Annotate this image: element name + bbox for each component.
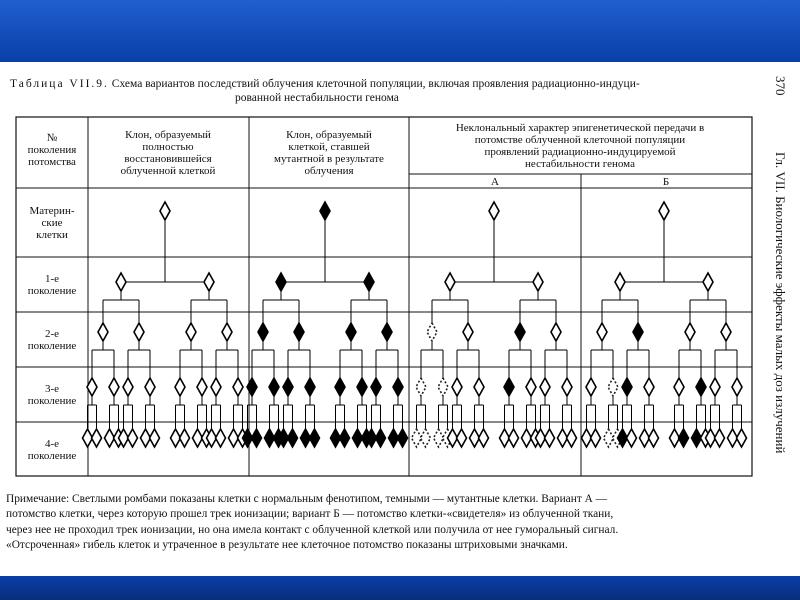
- header-clone-mutant: мутантной в результате: [274, 153, 384, 165]
- normal-cell-icon: [715, 429, 725, 447]
- normal-cell-icon: [186, 323, 196, 341]
- mutant-cell-icon: [276, 273, 286, 291]
- lineage-trees: [83, 202, 747, 447]
- note-line-4: «Отсроченная» гибель клеток и утраченное в результате нее клеточное потомство показаны штриховыми значками.: [6, 539, 568, 552]
- row-label: 1-е: [44, 273, 60, 285]
- mutant-cell-icon: [382, 323, 392, 341]
- mutant-cell-icon: [310, 429, 320, 447]
- normal-cell-icon: [540, 378, 550, 396]
- mutant-cell-icon: [283, 378, 293, 396]
- mutant-cell-icon: [320, 202, 330, 220]
- mutant-cell-icon: [633, 323, 643, 341]
- row-label: поколение: [27, 285, 77, 297]
- normal-cell-icon: [128, 429, 138, 447]
- normal-cell-icon: [562, 378, 572, 396]
- mutant-cell-icon: [622, 378, 632, 396]
- mutant-cell-icon: [364, 273, 374, 291]
- normal-cell-icon: [591, 429, 601, 447]
- mutant-cell-icon: [371, 378, 381, 396]
- normal-cell-icon: [211, 378, 221, 396]
- normal-cell-icon: [674, 378, 684, 396]
- header-clone-restored: полностью: [142, 141, 194, 153]
- header-clone-restored: Клон, образуемый: [125, 129, 211, 141]
- normal-cell-icon: [116, 273, 126, 291]
- normal-cell-icon: [222, 323, 232, 341]
- normal-cell-icon: [489, 202, 499, 220]
- normal-cell-icon: [737, 429, 747, 447]
- header-generation-label: потомства: [28, 156, 76, 168]
- normal-cell-icon: [644, 378, 654, 396]
- note-line-3: через нее не проходил трек ионизации, но она имела контакт с облученной клеткой или получила от нее гуморальный сигнал.: [6, 523, 619, 536]
- header-nonclonal: нестабильности генома: [525, 158, 635, 170]
- normal-cell-icon: [180, 429, 190, 447]
- normal-cell-icon: [586, 378, 596, 396]
- mutant-cell-icon: [340, 429, 350, 447]
- mutant-cell-icon: [398, 429, 408, 447]
- caption-continuation: рованной нестабильности генома: [235, 92, 399, 104]
- mutant-cell-icon: [504, 378, 514, 396]
- normal-cell-icon: [533, 273, 543, 291]
- dead-cell-icon: [427, 323, 437, 341]
- header-nonclonal: проявлений радиационно-индуцируемой: [484, 146, 676, 158]
- header-variant-b: Б: [662, 176, 670, 188]
- note-line-1: Примечание: Светлыми ромбами показаны клетки с нормальным фенотипом, темными — мутантные клетки. Вариант А —: [6, 493, 608, 505]
- mutant-cell-icon: [393, 378, 403, 396]
- normal-cell-icon: [175, 378, 185, 396]
- normal-cell-icon: [204, 273, 214, 291]
- mutant-cell-icon: [357, 378, 367, 396]
- header-clone-mutant: клеткой, ставшей: [288, 141, 370, 153]
- dead-cell-icon: [412, 429, 422, 447]
- dead-cell-icon: [421, 429, 431, 447]
- normal-cell-icon: [98, 323, 108, 341]
- mutant-cell-icon: [335, 378, 345, 396]
- row-labels: [28, 205, 77, 462]
- header-clone-restored: облученной клеткой: [120, 165, 216, 177]
- normal-cell-icon: [109, 378, 119, 396]
- normal-cell-icon: [92, 429, 102, 447]
- dead-cell-icon: [416, 378, 426, 396]
- row-label: ские: [41, 217, 63, 229]
- header-clone-mutant: Клон, образуемый: [286, 129, 372, 141]
- normal-cell-icon: [474, 378, 484, 396]
- header-nonclonal: потомстве облученной клеточной популяции: [474, 134, 686, 146]
- header-variant-a: А: [491, 176, 499, 188]
- normal-cell-icon: [134, 323, 144, 341]
- normal-cell-icon: [659, 202, 669, 220]
- normal-cell-icon: [445, 273, 455, 291]
- note-line-2: потомство клетки, через которую прошел трек ионизации; вариант Б — потомство клетки-«свидетеля» из облученной ткани,: [6, 508, 614, 521]
- normal-cell-icon: [567, 429, 577, 447]
- normal-cell-icon: [551, 323, 561, 341]
- normal-cell-icon: [615, 273, 625, 291]
- normal-cell-icon: [703, 273, 713, 291]
- mutant-cell-icon: [346, 323, 356, 341]
- row-label: поколение: [27, 450, 77, 462]
- normal-cell-icon: [479, 429, 489, 447]
- mutant-cell-icon: [376, 429, 386, 447]
- header-nonclonal: Неклональный характер эпигенетической передачи в: [455, 122, 705, 134]
- dead-cell-icon: [434, 429, 444, 447]
- header-clone-restored: восстановившейся: [124, 153, 212, 165]
- normal-cell-icon: [732, 378, 742, 396]
- caption-text: Схема вариантов последствий облучения клеточной популяции, включая проявления радиационно-индуци-: [111, 78, 640, 90]
- mutant-cell-icon: [288, 429, 298, 447]
- table-note: [6, 492, 762, 554]
- mutant-cell-icon: [696, 378, 706, 396]
- normal-cell-icon: [545, 429, 555, 447]
- mutant-cell-icon: [679, 429, 689, 447]
- normal-cell-icon: [150, 429, 160, 447]
- row-label: 3-е: [44, 383, 60, 395]
- dead-cell-icon: [438, 378, 448, 396]
- normal-cell-icon: [509, 429, 519, 447]
- normal-cell-icon: [452, 378, 462, 396]
- normal-cell-icon: [197, 378, 207, 396]
- table-header: [28, 122, 705, 188]
- normal-cell-icon: [721, 323, 731, 341]
- row-label: 2-е: [44, 328, 60, 340]
- caption-lead: Таблица VII.9.: [10, 78, 109, 90]
- header-clone-mutant: облучения: [304, 165, 354, 177]
- normal-cell-icon: [526, 378, 536, 396]
- chapter-title: Гл. VII. Биологические эффекты малых доз излучений: [773, 152, 788, 454]
- normal-cell-icon: [597, 323, 607, 341]
- row-label: поколение: [27, 395, 77, 407]
- row-label: клетки: [36, 229, 68, 241]
- mutant-cell-icon: [269, 378, 279, 396]
- row-label: 4-е: [44, 438, 60, 450]
- normal-cell-icon: [457, 429, 467, 447]
- dead-cell-icon: [608, 378, 618, 396]
- dead-cell-icon: [604, 429, 614, 447]
- mutant-cell-icon: [258, 323, 268, 341]
- header-generation-label: №: [46, 132, 58, 144]
- normal-cell-icon: [123, 378, 133, 396]
- normal-cell-icon: [160, 202, 170, 220]
- normal-cell-icon: [233, 378, 243, 396]
- normal-cell-icon: [145, 378, 155, 396]
- page-number: 370: [773, 76, 788, 96]
- mutant-cell-icon: [252, 429, 262, 447]
- mutant-cell-icon: [305, 378, 315, 396]
- normal-cell-icon: [649, 429, 659, 447]
- normal-cell-icon: [627, 429, 637, 447]
- mutant-cell-icon: [515, 323, 525, 341]
- row-label: поколение: [27, 340, 77, 352]
- normal-cell-icon: [710, 378, 720, 396]
- normal-cell-icon: [216, 429, 226, 447]
- row-label: Материн-: [29, 205, 75, 217]
- normal-cell-icon: [685, 323, 695, 341]
- mutant-cell-icon: [294, 323, 304, 341]
- header-generation-label: поколения: [27, 144, 77, 156]
- normal-cell-icon: [463, 323, 473, 341]
